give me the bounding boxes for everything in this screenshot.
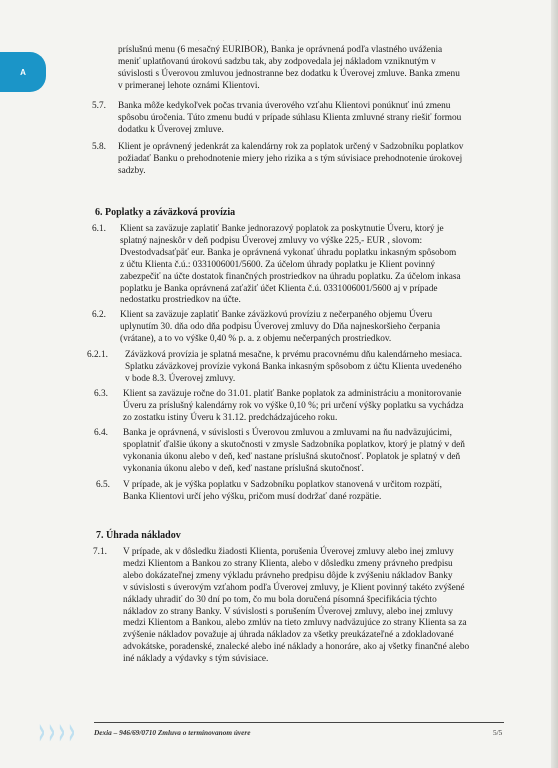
clause-line: náklady uhradiť do 30 dní po tom, čo mu bola doručená písomná špecifikácia týchto <box>123 594 437 605</box>
clause-5-6-continuation <box>118 45 460 93</box>
clause-line: v súvislosti s úverovým vzťahom podľa Úverovej zmluvy, je Klient povinný takéto zvýšené <box>123 582 465 593</box>
clause-5-7 <box>118 101 461 137</box>
clause-line: Úveru za príslušný kalendárny rok vo výške 0,10 %; pri určení výšky poplatku sa vychádza <box>123 400 464 411</box>
clause-line: Záväzková provízia je splatná mesačne, k prvému pracovnému dňu kalendárneho mesiaca. <box>125 350 463 360</box>
chevron-decoration-icon: › › › › <box>38 709 76 753</box>
clause-line: spôsobu úročenia. Túto zmenu budú v prípade súhlasu Klienta zmluvné strany riešiť formou <box>118 112 462 123</box>
clause-line: Banka Klientovi určí jeho výšku, pričom musí dodržať dané rozpätie. <box>123 491 382 502</box>
section-7-heading: 7. Úhrada nákladov <box>96 530 181 541</box>
footer-divider <box>94 722 504 723</box>
clause-number-6-2-1: 6.2.1. <box>87 350 108 360</box>
bank-logo-tab <box>0 52 46 92</box>
clause-6-1 <box>120 224 461 307</box>
section-6-heading: 6. Poplatky a záväzková provízia <box>95 207 236 218</box>
clause-line: nedostatku prostriedkov na účte. <box>120 295 241 306</box>
clause-line: Klient je oprávnený jedenkrát za kalendárny rok za poplatok určený v Sadzobníku poplatkov <box>118 142 464 152</box>
logo-letter: A <box>20 67 26 77</box>
scan-edge <box>551 0 558 768</box>
clause-number-6-3: 6.3. <box>94 389 108 399</box>
clause-line: splatný najneskôr v deň podpisu Úverovej zmluvy vo výške 225,- EUR , slovom: <box>120 235 423 246</box>
clause-line: zvýšenie nákladov považuje aj úhrada nákladov za všetky preukázateľné a zdokladované <box>123 630 454 641</box>
clause-number-5-7: 5.7. <box>92 101 106 111</box>
clause-line: Klient sa zaväzuje zaplatiť Banke jednorazový poplatok za poskytnutie Úveru, ktorý je <box>120 224 444 234</box>
clause-line: Splatku záväzkovej provízie vykoná Banka inkasným spôsobom z účtu Klienta uvedeného <box>125 361 462 372</box>
clause-line: súvislosti s Úverovou zmluvou jednostranne bez dodatku k Úverovej zmluve. Banka zmenu <box>118 68 460 79</box>
clause-line: iné náklady a výdavky s tým súvisiace. <box>123 654 269 665</box>
clause-line: príslušnú menu (6 mesačný EURIBOR), Banka je oprávnená podľa vlastného uváženia <box>118 45 443 55</box>
clause-6-2-1 <box>125 350 462 386</box>
clause-line: vykonania úkonu alebo v deň, keď nastane príslušná skutočnosť. Poplatok je splatný v deň <box>123 451 461 462</box>
clause-number-7-1: 7.1. <box>93 547 107 557</box>
clause-line: sadzby. <box>118 165 146 176</box>
clause-line: nákladov zo strany Banky. V súvislosti s porušením Úverovej zmluvy, alebo inej zmluvy <box>123 606 453 617</box>
clause-line: alebo dokázateľnej zmeny výkladu právneho predpisu dôjde k zvýšeniu nákladov Banky <box>123 570 453 581</box>
clause-line: z účtu Klienta č.ú.: 0331006001/5600. Za účelom úhrady poplatku je Klient povinný <box>120 259 435 270</box>
clause-line: v bode 8.3. Úverovej zmluvy. <box>125 373 236 384</box>
clause-line: meniť uplatňovanú úrokovú sadzbu tak, aby zodpovedala jej nákladom vzniknutým v <box>118 56 436 67</box>
clause-6-3 <box>123 389 464 425</box>
clause-line: v primeranej lehote oznámi Klientovi. <box>118 80 260 91</box>
clause-line: zo zostatku istiny Úveru k 31.12. predchádzajúceho roku. <box>123 412 338 423</box>
clause-number-6-4: 6.4. <box>94 428 108 438</box>
clause-5-8 <box>118 142 463 178</box>
clause-line: poplatku je Banka oprávnená zaťažiť účet Klienta č.ú. 0331006001/5600 aj v prípade <box>120 283 438 294</box>
clause-line: V prípade, ak v dôsledku žiadosti Klienta, porušenia Úverovej zmluvy alebo inej zmluvy <box>123 547 454 557</box>
footer-document-title: Dexia – 946/69/0710 Zmluva o termínovanom úvere <box>94 728 251 737</box>
clause-6-2 <box>120 310 440 346</box>
clause-line: spoplatniť ďalšie úkony a skutočnosti v zmysle Sadzobníka poplatkov, ktorý je platný v deň <box>123 439 465 450</box>
clause-line: Banka je oprávnená, v súvislosti s Úverovou zmluvou a zmluvami na ňu nadväzujúcimi, <box>123 428 452 438</box>
clause-line: Klient sa zaväzuje zaplatiť Banke záväzkovú províziu z nečerpaného objemu Úveru <box>120 310 433 320</box>
clause-line: zabezpečiť na účte dostatok finančných prostriedkov na úhradu poplatku. Za účelom inkasa <box>120 271 461 282</box>
clause-line: Banka môže kedykoľvek počas trvania úverového vzťahu Klientovi ponúknuť inú zmenu <box>118 101 451 111</box>
clause-number-6-1: 6.1. <box>92 224 106 234</box>
clause-number-6-5: 6.5. <box>96 480 110 490</box>
clause-number-6-2: 6.2. <box>92 310 106 320</box>
clause-line: uplynutím 30. dňa odo dňa podpisu Úverovej zmluvy do Dňa najneskoršieho čerpania <box>120 321 441 332</box>
clause-line: (vrátane), a to vo výške 0,40 % p. a. z objemu nečerpaných prostriedkov. <box>120 333 392 344</box>
page-number: 5/5 <box>493 728 503 737</box>
clause-line: vykonania úkonu alebo v deň, keď nastane príslušná skutočnosť. <box>123 463 364 474</box>
clause-6-5 <box>123 480 442 504</box>
clause-line: Klient sa zaväzuje ročne do 31.01. platiť Banke poplatok za administráciu a monitorovanie <box>123 389 462 399</box>
clause-line: V prípade, ak je výška poplatku v Sadzobníku poplatkov stanovená v určitom rozpätí, <box>123 480 442 490</box>
clause-7-1 <box>123 547 469 666</box>
top-dots: . . . . . . . . <box>198 38 292 43</box>
clause-line: advokátske, poradenské, znalecké alebo iné náklady a honoráre, ako aj všetky finančné alebo <box>123 642 470 653</box>
clause-line: medzi Klientom a Bankou zo strany Klienta, alebo v dôsledku zmeny právneho predpisu <box>123 558 453 569</box>
clause-line: požiadať Banku o prehodnotenie miery jeho rizika a s tým súvisiace prehodnotenie úrokovej <box>118 153 463 164</box>
clause-number-5-8: 5.8. <box>92 142 106 152</box>
clause-line: Dvestodvadsaťpäť eur. Banka je oprávnená vykonať úhradu poplatku inkasným spôsobom <box>120 247 457 258</box>
clause-line: dodatku k Úverovej zmluve. <box>118 124 224 135</box>
clause-6-4 <box>123 428 465 476</box>
clause-line: medzi Klientom a Bankou, alebo zmlúv na tieto zmluvy nadväzujúce zo strany Klienta sa za <box>123 618 467 629</box>
